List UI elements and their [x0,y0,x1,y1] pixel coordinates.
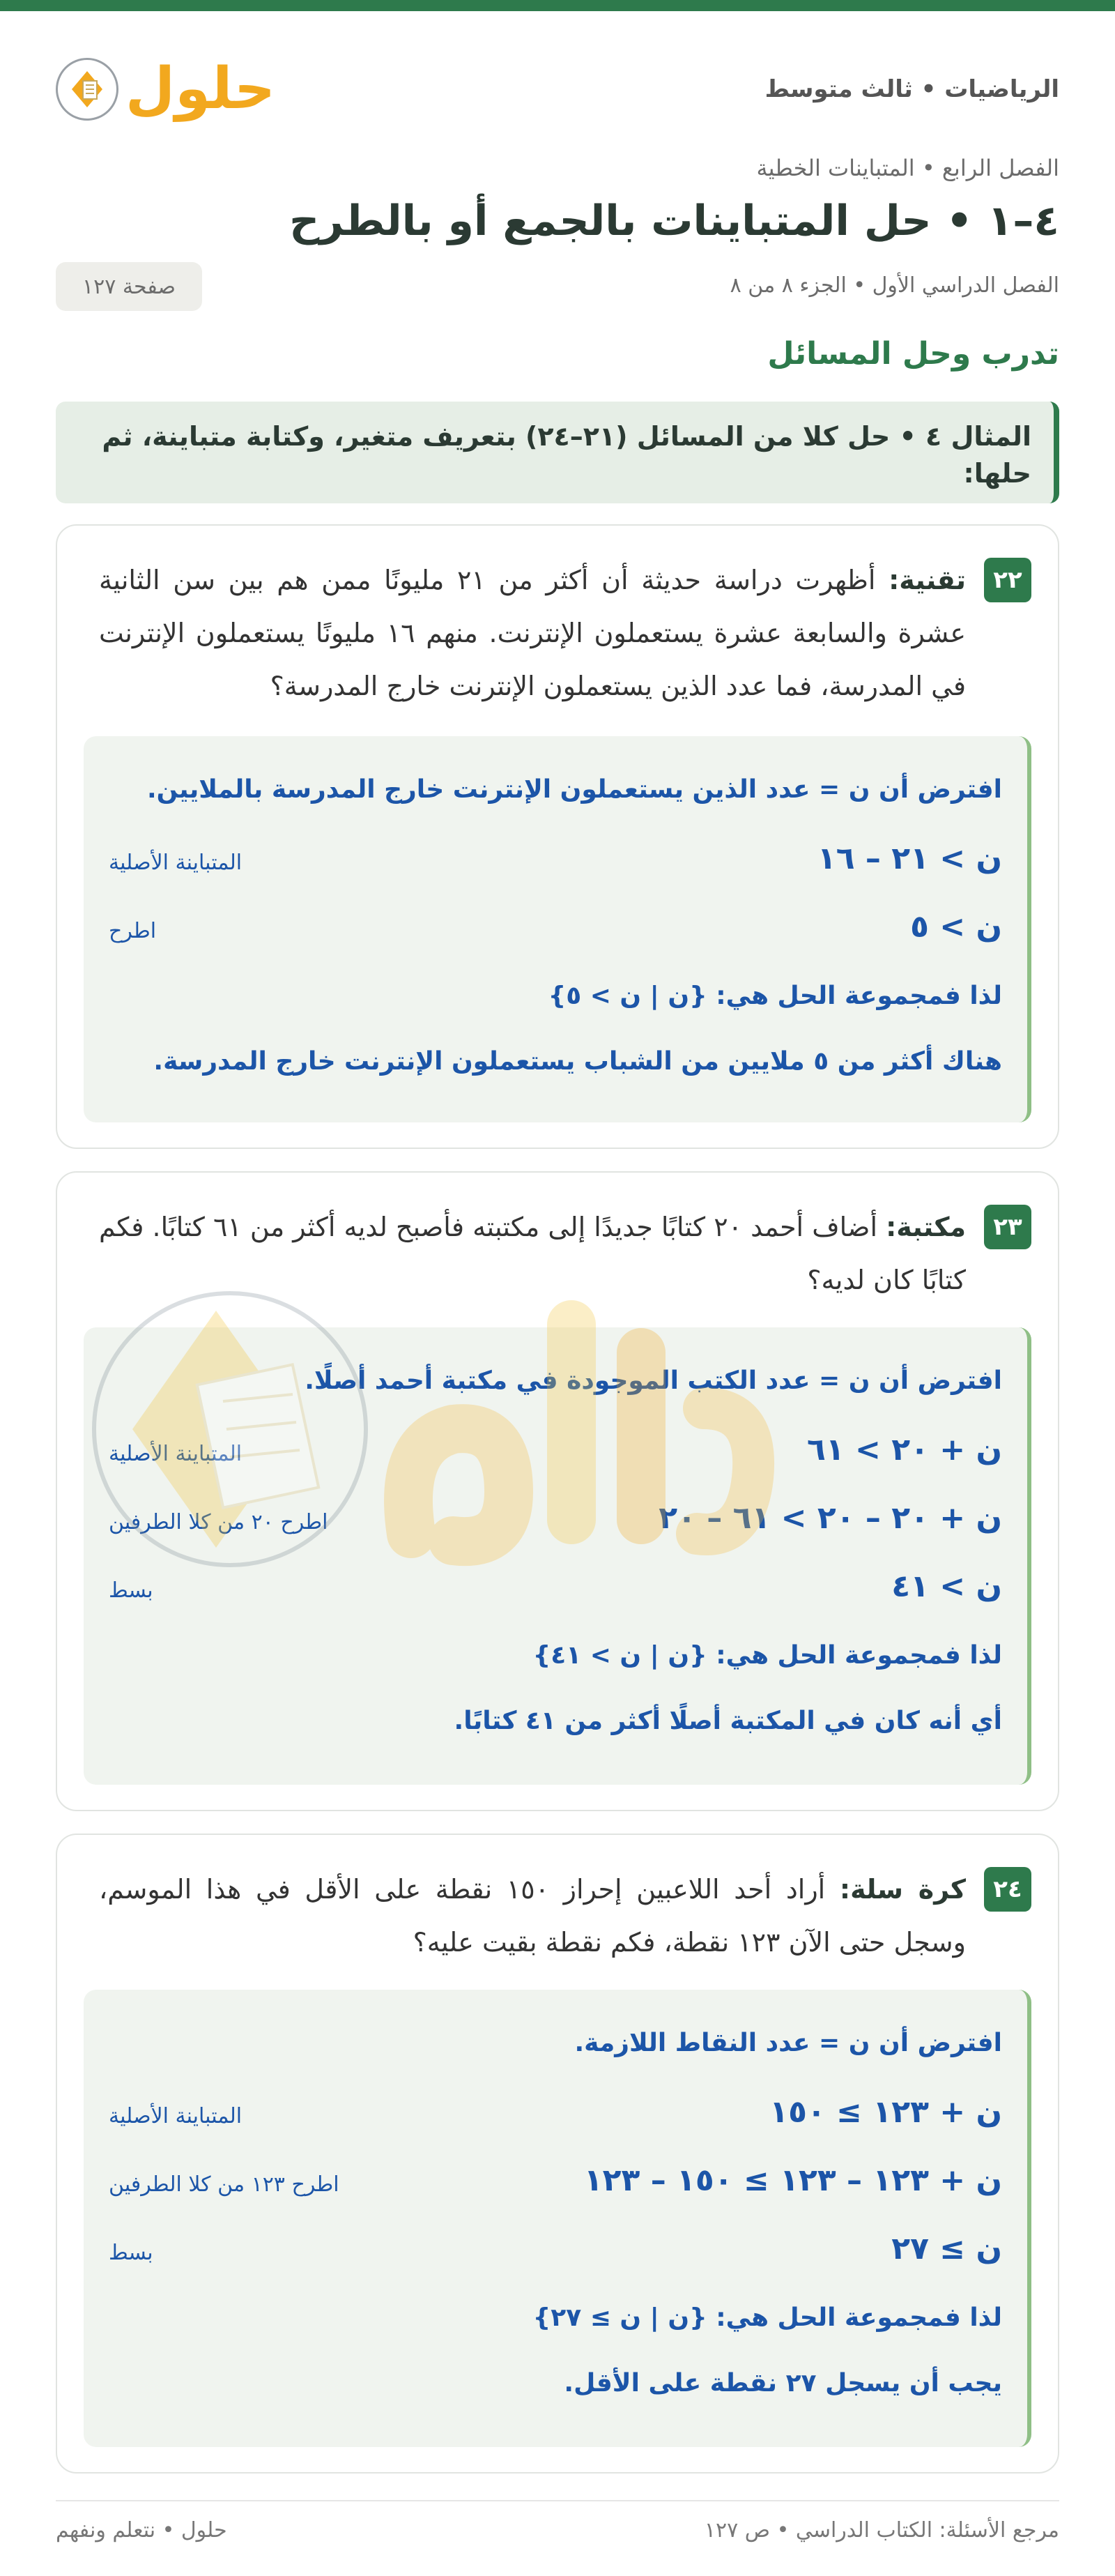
problem-number: ٢٤ [984,1867,1031,1912]
step-note: اطرح ١٢٣ من كلا الطرفين [109,2172,339,2197]
problem-topic: تقنية: [889,565,966,595]
breadcrumb: الفصل الرابع • المتباينات الخطية [756,155,1059,181]
solution-box [84,736,1031,1122]
problem-card [56,1834,1059,2474]
step-note: اطرح ٢٠ من كلا الطرفين [109,1510,328,1534]
page-header [56,47,1059,131]
solution-set: لذا فمجموعة الحل هي: {ن | ن > ٤١} [532,1641,1002,1670]
solution-assumption: افترض أن ن = عدد النقاط اللازمة. [574,2029,1002,2057]
problem-statement: أظهرت دراسة حديثة أن أكثر من ٢١ مليونًا ممن هم بين سن الثانية عشرة والسابعة عشرة يستعملون الإنترنت. منهم ١٦ مليونًا يستعملون الإنترنت في المدرسة، فما عدد الذين يستعملون الإنترنت خارج المدرسة؟ [99,565,966,701]
step-note: المتباينة الأصلية [109,851,243,875]
problem-statement: أضاف أحمد ٢٠ كتابًا جديدًا إلى مكتبته فأصبح لديه أكثر من ٦١ كتابًا. فكم كتابًا كان لديه؟ [99,1212,966,1295]
solution-conclusion: أي أنه كان في المكتبة أصلًا أكثر من ٤١ كتابًا. [454,1707,1002,1735]
solution-step: ن + ١٢٣ – ١٢٣ ≥ ١٥٠ – ١٢٣ [583,2163,1002,2198]
solution-assumption: افترض أن ن = عدد الذين يستعملون الإنترنت خارج المدرسة بالملايين. [146,775,1002,804]
solution-step: ن + ٢٠ – ٢٠ > ٦١ – ٢٠ [659,1500,1002,1536]
solution-set: لذا فمجموعة الحل هي: {ن | ن ≥ ٢٧} [532,2303,1002,2332]
problem-text [99,1201,966,1306]
solution-conclusion: يجب أن يسجل ٢٧ نقطة على الأقل. [564,2369,1002,2398]
step-note: بسط [109,1578,153,1603]
example-instructions: المثال ٤ • حل كلا من المسائل (٢١–٢٤) بتعريف متغير، وكتابة متباينة، ثم حلها: [56,402,1059,503]
page-number-badge: صفحة ١٢٧ [56,262,202,311]
solution-step: ن ≥ ٢٧ [891,2231,1002,2266]
solution-step: ن > ٤١ [891,1569,1002,1604]
step-note: المتباينة الأصلية [109,2104,243,2128]
logo-wordmark: حلول [125,56,276,122]
solution-box [84,1990,1031,2447]
solution-step: ن + ٢٠ > ٦١ [806,1432,1002,1468]
problem-topic: مكتبة: [886,1212,966,1242]
footer-reference: مرجع الأسئلة: الكتاب الدراسي • ص ١٢٧ [704,2518,1059,2543]
solution-set: لذا فمجموعة الحل هي: {ن | ن > ٥} [548,982,1002,1010]
problem-card [56,1171,1059,1811]
footer-divider [56,2500,1059,2501]
solution-step: ن + ١٢٣ ≥ ١٥٠ [769,2094,1002,2130]
problem-number: ٢٢ [984,558,1031,602]
top-accent-bar [0,0,1115,11]
solution-conclusion: هناك أكثر من ٥ ملايين من الشباب يستعملون الإنترنت خارج المدرسة. [153,1047,1002,1076]
problem-topic: كرة سلة: [839,1874,966,1905]
footer-brand: حلول • نتعلم ونفهم [56,2518,227,2543]
solution-step: ن > ٥ [910,909,1002,945]
step-note: اطرح [109,919,157,943]
problem-text [99,1863,966,1969]
site-logo[interactable] [56,58,275,121]
step-note: بسط [109,2241,153,2265]
term-info: الفصل الدراسي الأول • الجزء ٨ من ٨ [730,273,1059,298]
subject-label: الرياضيات • ثالث متوسط [764,75,1059,103]
solution-step: ن > ٢١ – ١٦ [817,841,1002,876]
logo-emblem-icon [56,58,118,121]
problem-statement: أراد أحد اللاعبين إحراز ١٥٠ نقطة على الأقل في هذا الموسم، وسجل حتى الآن ١٢٣ نقطة، فكم نقطة بقيت عليه؟ [99,1874,966,1958]
problem-card [56,524,1059,1149]
section-title: تدرب وحل المسائل [767,336,1059,372]
solution-assumption: افترض أن ن = عدد الكتب الموجودة في مكتبة أحمد أصلًا. [305,1366,1002,1395]
problem-text [99,554,966,712]
page-title: ٤–١ • حل المتباينات بالجمع أو بالطرح [289,197,1059,245]
problem-number: ٢٣ [984,1205,1031,1249]
step-note: المتباينة الأصلية [109,1442,243,1466]
solution-box [84,1327,1031,1785]
